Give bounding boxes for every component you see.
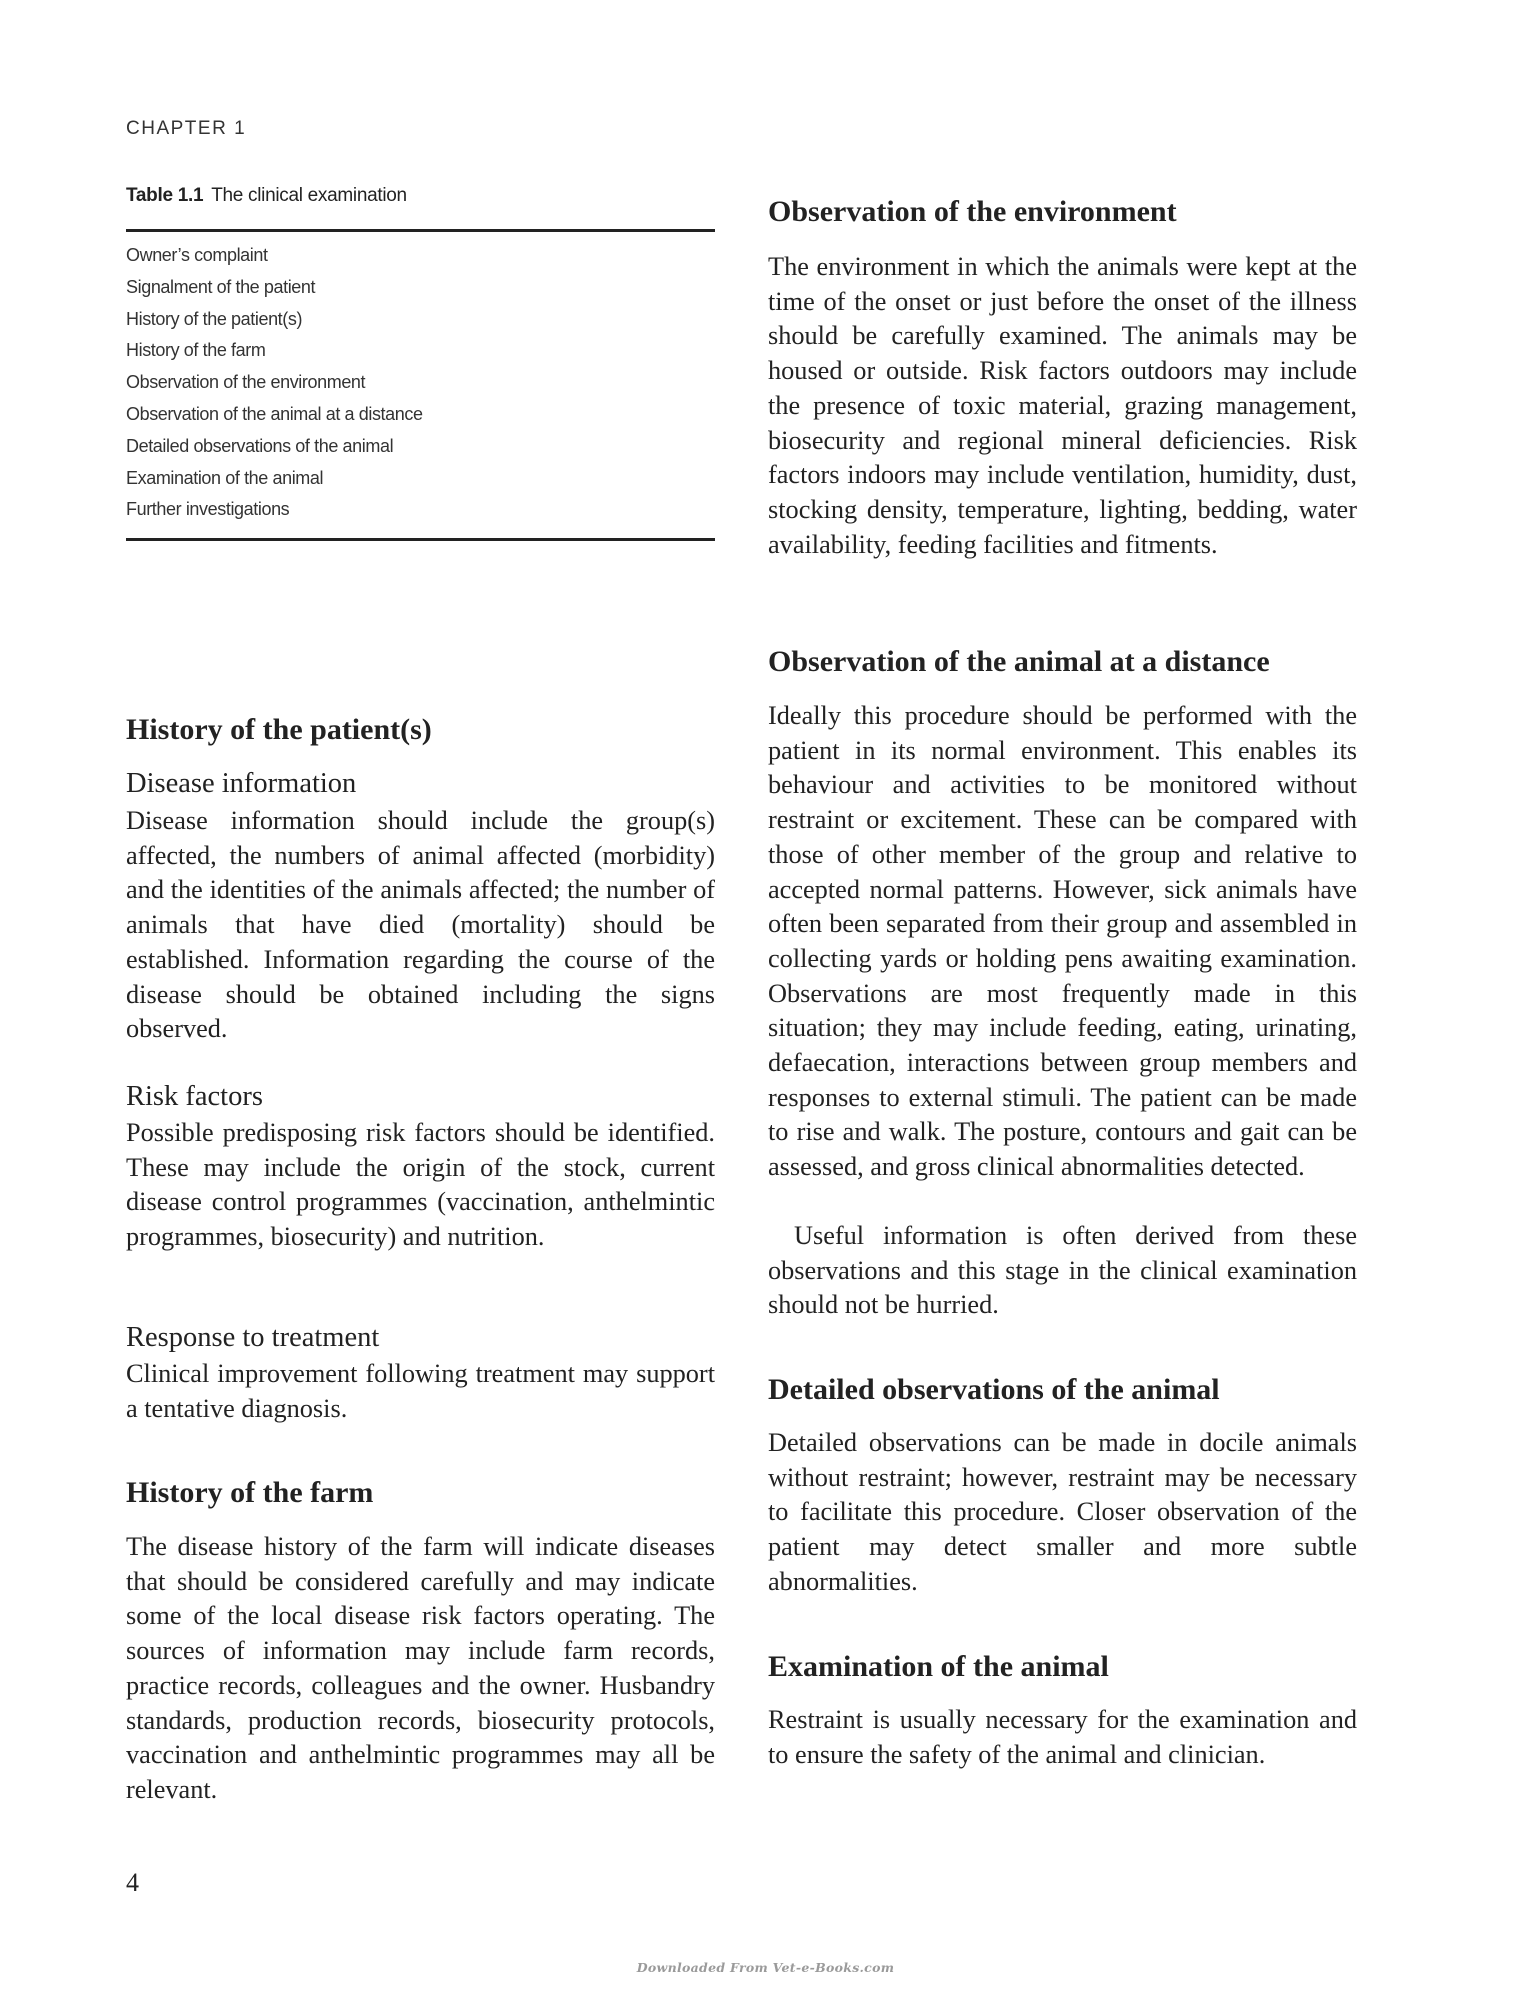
paragraph-examination: Restraint is usually necessary for the examination and to ensure the safety of the animal and clinician.: [768, 1705, 1357, 1769]
paragraph-response-to-treatment: Clinical improvement following treatment may support a tentative diagnosis.: [126, 1359, 715, 1423]
section-heading-examination: Examination of the animal: [768, 1650, 1109, 1683]
table-list: [126, 240, 423, 526]
table-item: Examination of the animal: [126, 467, 324, 488]
table-bottom-rule: [126, 538, 715, 541]
page-number: 4: [126, 1868, 139, 1897]
paragraph-animal-at-distance-2: Useful information is often derived from these observations and this stage in the clinical examination should not be hurried.: [768, 1221, 1357, 1320]
section-heading-environment: Observation of the environment: [768, 195, 1177, 228]
subheading-disease-information: Disease information: [126, 768, 357, 799]
section-heading-history-patient: History of the patient(s): [126, 713, 432, 746]
table-label: Table 1.1: [126, 185, 204, 206]
table-item: History of the farm: [126, 340, 266, 361]
section-heading-animal-at-distance: Observation of the animal at a distance: [768, 645, 1270, 678]
table-item: History of the patient(s): [126, 308, 303, 329]
paragraph-detailed-observations: Detailed observations can be made in docile animals without restraint; however, restraint may be necessary to facilitate this procedure. Closer observation of the patient may detect smaller and more subtle abnormalities.: [768, 1428, 1357, 1596]
table-item: Owner’s complaint: [126, 245, 268, 265]
subheading-response-to-treatment: Response to treatment: [126, 1322, 380, 1353]
subheading-risk-factors: Risk factors: [126, 1081, 263, 1112]
table-item: Observation of the environment: [126, 372, 366, 393]
table-caption: [126, 185, 407, 207]
table-item: Detailed observations of the animal: [126, 435, 394, 456]
table-item: Signalment of the patient: [126, 276, 316, 297]
section-heading-detailed-observations: Detailed observations of the animal: [768, 1373, 1220, 1406]
paragraph-history-farm: The disease history of the farm will indicate diseases that should be considered carefully and may indicate some of the local disease risk factors operating. The sources of information may include farm records, practice records, colleagues and the owner. Husbandry standards, production records, biosecurity protocols, vaccination and anthelmintic programmes may all be relevant.: [126, 1532, 715, 1804]
section-heading-history-farm: History of the farm: [126, 1476, 374, 1509]
table-top-rule: [126, 229, 715, 232]
paragraph-environment: The environment in which the animals were kept at the time of the onset or just before the onset of the illness should be carefully examined. The animals may be housed or outside. Risk factors outdoors may include the presence of toxic material, grazing management, biosecurity and regional mineral deficiencies. Risk factors indoors may include ventilation, humidity, dust, stocking density, temperature, lighting, bedding, water availability, feeding facilities and fitments.: [768, 252, 1357, 559]
chapter-label: CHAPTER 1: [126, 118, 247, 139]
table-item: Further investigations: [126, 499, 290, 520]
paragraph-risk-factors: Possible predisposing risk factors should be identified. These may include the origin of the stock, current disease control programmes (vaccination, anthelmintic programmes, biosecurity) and nutrition.: [126, 1118, 715, 1252]
table-title: The clinical examination: [211, 185, 407, 206]
table-item: Observation of the animal at a distance: [126, 403, 423, 424]
download-watermark: Downloaded From Vet-e-Books.com: [636, 1960, 895, 1975]
paragraph-animal-at-distance: Ideally this procedure should be performed with the patient in its normal environment. This enables its behaviour and activities to be monitored without restraint or excitement. These can be compared with those of other member of the group and relative to accepted normal patterns. However, sick animals have often been separated from their group and assembled in collecting yards or holding pens awaiting examination. Observations are most frequently made in this situation; they may include feeding, eating, urinating, defaecation, interactions between group members and responses to external stimuli. The patient can be made to rise and walk. The posture, contours and gait can be assessed, and gross clinical abnormalities detected.: [768, 701, 1357, 1182]
paragraph-disease-information: Disease information should include the group(s) affected, the numbers of animal affected (morbidity) and the identities of the animals affected; the number of animals that have died (mortality) should be established. Information regarding the course of the disease should be obtained including the signs observed.: [126, 806, 715, 1044]
